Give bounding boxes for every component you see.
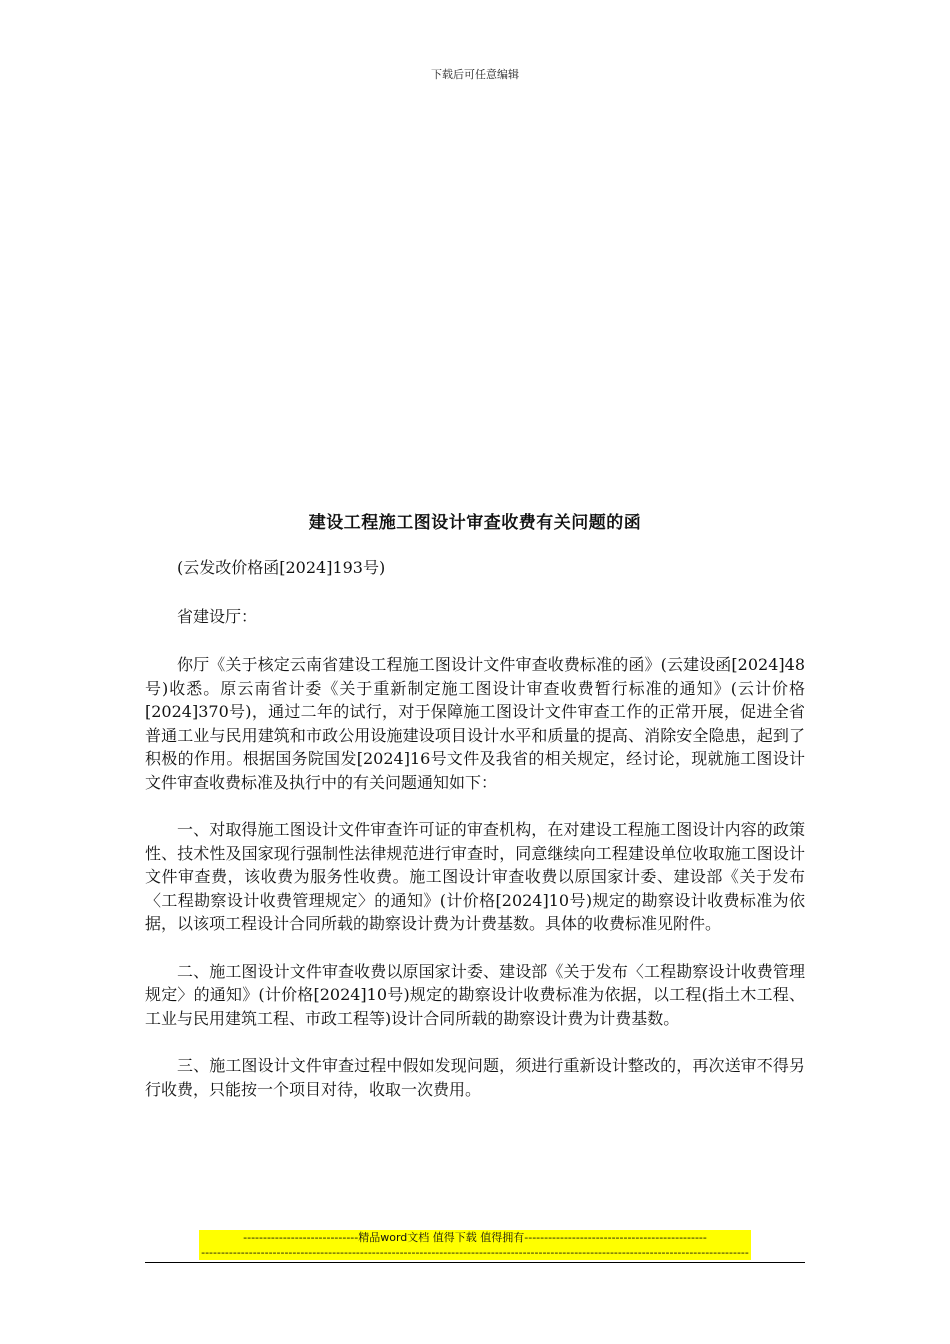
- body-paragraph-item-3: 三、施工图设计文件审查过程中假如发现问题，须进行重新设计整改的，再次送审不得另行收费，只能按一个项目对待，收取一次费用。: [145, 1056, 805, 1099]
- body-paragraph-item-1: 一、对取得施工图设计文件审查许可证的审查机构，在对建设工程施工图设计内容的政策性、技术性及国家现行强制性法律规范进行审查时，同意继续向工程建设单位收取施工图设计文件审查费，该收费为服务性收费。施工图设计审查收费以原国家计委、建设部《关于发布〈工程勘察设计收费管理规定〉的通知》(计价格[2024]10号)规定的勘察设计收费标准为依据，以该项工程设计合同所载的勘察设计费为计费基数。具体的收费标准见附件。: [145, 820, 805, 933]
- body-paragraph-item-2: 二、施工图设计文件审查收费以原国家计委、建设部《关于发布〈工程勘察设计收费管理规定〉的通知》(计价格[2024]10号)规定的勘察设计收费标准为依据，以工程(指土木工程、工业与民用建筑工程、市政工程等)设计合同所载的勘察设计费为计费基数。: [145, 961, 805, 1028]
- footer-banner-line-2: ------------------------------------------------------------------------------------------------------------------------------------------: [201, 1246, 749, 1259]
- body-paragraph-intro: 你厅《关于核定云南省建设工程施工图设计文件审查收费标准的函》(云建设函[2024]48号)收悉。原云南省计委《关于重新制定施工图设计审查收费暂行标准的通知》(云计价格[2024]370号)，通过二年的试行，对于保障施工图设计文件审查工作的正常开展，促进全省普通工业与民用建筑和市政公用设施建设项目设计水平和质量的提高、消除安全隐患，起到了积极的作用。根据国务院国发[2024]16号文件及我省的相关规定，经讨论，现就施工图设计文件审查收费标准及执行中的有关问题通知如下：: [145, 655, 805, 792]
- footer-divider: [145, 1262, 805, 1263]
- document-title: 建设工程施工图设计审查收费有关问题的函: [308, 513, 642, 533]
- document-body: [145, 556, 805, 1125]
- salutation: 省建设厅：: [177, 606, 258, 626]
- page-header-note: 下载后可任意编辑: [431, 68, 519, 81]
- document-reference-number: (云发改价格函[2024]193号): [177, 558, 386, 577]
- footer-promo-banner: [199, 1230, 751, 1260]
- footer-banner-line-1: -----------------------------精品word文档 值得下载 值得拥有----------------------------------------------: [243, 1231, 707, 1244]
